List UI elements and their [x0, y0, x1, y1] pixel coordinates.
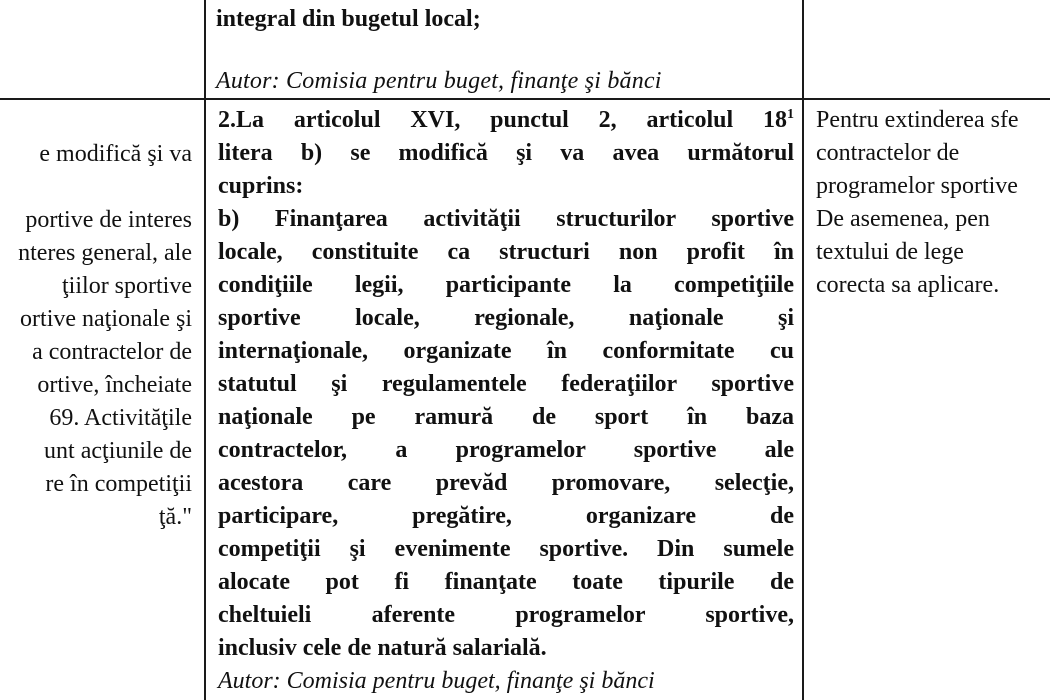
amendment-line: cuprins: [218, 173, 304, 199]
amendment-heading-text: 2.La articolul XVI, punctul 2, articolul 18 [218, 107, 787, 133]
motivation-cell [804, 100, 1050, 700]
amendment-line: locale, constituite ca structuri non profit în [218, 239, 794, 265]
existing-text-line: portive de interes [25, 207, 192, 233]
amendment-line: internaţionale, organizate în conformitate cu [218, 338, 794, 364]
motivation-line: corecta sa aplicare. [816, 272, 1000, 298]
motivation-line: programelor sportive [816, 173, 1018, 199]
existing-text-line: unt acţiunile de [44, 438, 192, 464]
amendment-line: litera b) se modifică şi va avea următorul [218, 140, 794, 166]
existing-text-line: nteres general, ale [18, 240, 192, 266]
existing-text-cell [0, 100, 204, 700]
amendment-line: sportive locale, regionale, naţionale şi [218, 305, 794, 331]
amendment-line: cheltuieli aferente programelor sportive, [218, 602, 794, 628]
amendment-heading [218, 104, 794, 137]
amendment-line: condiţiile legii, participante la competiţiile [218, 272, 794, 298]
existing-text-line: ortive naţionale şi [20, 306, 192, 332]
existing-text-line: re în competiţii [45, 471, 192, 497]
motivation-line: De asemenea, pen [816, 206, 990, 232]
amendment-line: inclusiv cele de natură salarială. [218, 635, 547, 661]
motivation-line: contractelor de [816, 140, 960, 166]
amendment-author: Autor: Comisia pentru buget, finanţe şi bănci [218, 668, 655, 694]
existing-text-line: a contractelor de [32, 339, 192, 365]
amendment-cell [206, 100, 802, 700]
article-superscript: 1 [787, 107, 794, 122]
amendment-line: statutul şi regulamentele federaţiilor sportive [218, 371, 794, 397]
existing-text-line: ţiilor sportive [62, 273, 192, 299]
amendment-line: participare, pregătire, organizare de [218, 503, 794, 529]
amendment-line: competiţii şi evenimente sportive. Din sumele [218, 536, 794, 562]
existing-text-line: e modifică şi va [39, 141, 192, 167]
amendment-line: contractelor, a programelor sportive ale [218, 437, 794, 463]
amendment-line: alocate pot fi finanţate toate tipurile de [218, 569, 794, 595]
motivation-line: Pentru extinderea sfe [816, 107, 1019, 133]
amendment-line: naţionale pe ramură de sport în baza [218, 404, 794, 430]
top-row-middle-cell [206, 0, 802, 98]
amendment-line: b) Finanţarea activităţii structurilor sportive [218, 206, 794, 232]
existing-text-line: ortive, încheiate [37, 372, 192, 398]
existing-text-line: 69. Activităţile [49, 405, 192, 431]
existing-text-line: ţă." [158, 504, 192, 530]
amendment-line: acestora care prevăd promovare, selecţie, [218, 470, 794, 496]
amendment-author: Autor: Comisia pentru buget, finanţe şi bănci [216, 68, 662, 94]
amendment-text-end: integral din bugetul local; [216, 6, 481, 32]
motivation-line: textului de lege [816, 239, 964, 265]
